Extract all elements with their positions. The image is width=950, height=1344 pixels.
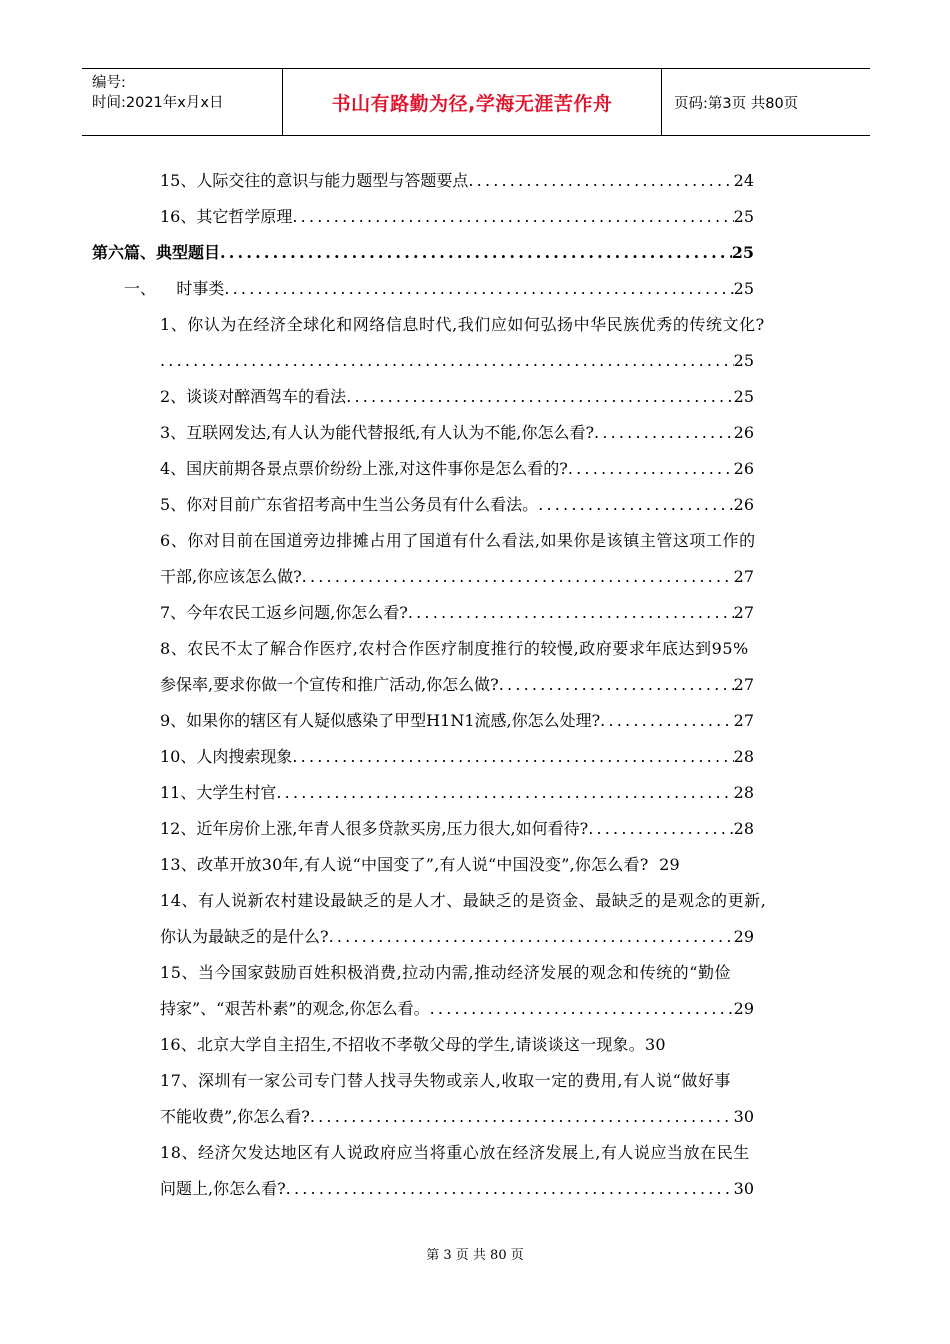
toc-entry-line2[interactable]: 你认为最缺乏的是什么? ..... 29 bbox=[160, 924, 754, 950]
header-motto: 书山有路勤为径,学海无涯苦作舟 bbox=[282, 69, 662, 135]
toc-entry[interactable]: 15、人际交往的意识与能力题型与答题要点 ..... 24 bbox=[160, 168, 754, 194]
toc-entry[interactable]: 10、人肉搜索现象 ..... 28 bbox=[160, 744, 754, 770]
toc-entry-line1[interactable]: 18、经济欠发达地区有人说政府应当将重心放在经济发展上,有人说应当放在民生 bbox=[160, 1143, 750, 1162]
toc-entry[interactable]: 2、谈谈对醉酒驾车的看法 ..... 25 bbox=[160, 384, 754, 410]
toc-entry-line2[interactable]: 问题上,你怎么看? ..... 30 bbox=[160, 1176, 754, 1202]
toc-entry[interactable]: 9、如果你的辖区有人疑似感染了甲型H1N1流感,你怎么处理? ..... 27 bbox=[160, 708, 754, 734]
toc-entry[interactable]: 3、互联网发达,有人认为能代替报纸,有人认为不能,你怎么看? ..... 26 bbox=[160, 420, 754, 446]
toc-entry[interactable]: 13、改革开放30年,有人说“中国变了”,有人说“中国没变”,你怎么看? 29 bbox=[160, 855, 680, 874]
toc-entry-line1[interactable]: 6、你对目前在国道旁边排摊占用了国道有什么看法,如果你是该镇主管这项工作的 bbox=[160, 531, 756, 550]
header-date: 时间:2021年x月x日 bbox=[92, 95, 224, 111]
toc-entry[interactable]: 16、其它哲学原理 ..... 25 bbox=[160, 204, 754, 230]
toc-entry[interactable]: 4、国庆前期各景点票价纷纷上涨,对这件事你是怎么看的? ..... 26 bbox=[160, 456, 754, 482]
toc-entry-line2[interactable]: 参保率,要求你做一个宣传和推广活动,你怎么做? ..... 27 bbox=[160, 672, 754, 698]
toc-entry-line1[interactable]: 14、有人说新农村建设最缺乏的是人才、最缺乏的是资金、最缺乏的是观念的更新, bbox=[160, 891, 767, 910]
toc-entry-line1[interactable]: 17、深圳有一家公司专门替人找寻失物或亲人,收取一定的费用,有人说“做好事 bbox=[160, 1071, 732, 1090]
toc-entry-line2[interactable]: 持家”、“艰苦朴素”的观念,你怎么看。 ..... 29 bbox=[160, 996, 754, 1022]
toc-entry-line2[interactable]: 干部,你应该怎么做? ..... 27 bbox=[160, 564, 754, 590]
header-page-number: 页码:第3页 共80页 bbox=[674, 95, 799, 112]
toc-entry[interactable]: 16、北京大学自主招生,不招收不孝敬父母的学生,请谈谈这一现象。30 bbox=[160, 1035, 666, 1054]
header-meta bbox=[82, 69, 282, 135]
toc-entry-line1[interactable]: 8、农民不太了解合作医疗,农村合作医疗制度推行的较慢,政府要求年底达到95% bbox=[160, 639, 749, 658]
page-header bbox=[82, 68, 870, 136]
toc-section-heading[interactable]: 第六篇、典型题目 ..... 25 bbox=[92, 240, 754, 266]
toc-entry[interactable]: 7、今年农民工返乡问题,你怎么看? ..... 27 bbox=[160, 600, 754, 626]
toc-entry[interactable]: 12、近年房价上涨,年青人很多贷款买房,压力很大,如何看待? ..... 28 bbox=[160, 816, 754, 842]
toc-entry[interactable]: 5、你对目前广东省招考高中生当公务员有什么看法。 ..... 26 bbox=[160, 492, 754, 518]
toc-entry-line2[interactable]: 不能收费”,你怎么看? ..... 30 bbox=[160, 1104, 754, 1130]
toc-entry-line1[interactable]: 1、你认为在经济全球化和网络信息时代,我们应如何弘扬中华民族优秀的传统文化? bbox=[160, 315, 765, 334]
page-footer: 第 3 页 共 80 页 bbox=[426, 1248, 524, 1263]
toc-entry[interactable]: 11、大学生村官 ..... 28 bbox=[160, 780, 754, 806]
toc-subsection[interactable]: 一、 时事类 ..... 25 bbox=[124, 276, 754, 302]
header-number: 编号: bbox=[92, 75, 126, 91]
toc-entry-line2[interactable]: ..... 25 bbox=[160, 348, 754, 374]
toc-entry-line1[interactable]: 15、当今国家鼓励百姓积极消费,拉动内需,推动经济发展的观念和传统的“勤俭 bbox=[160, 963, 732, 982]
